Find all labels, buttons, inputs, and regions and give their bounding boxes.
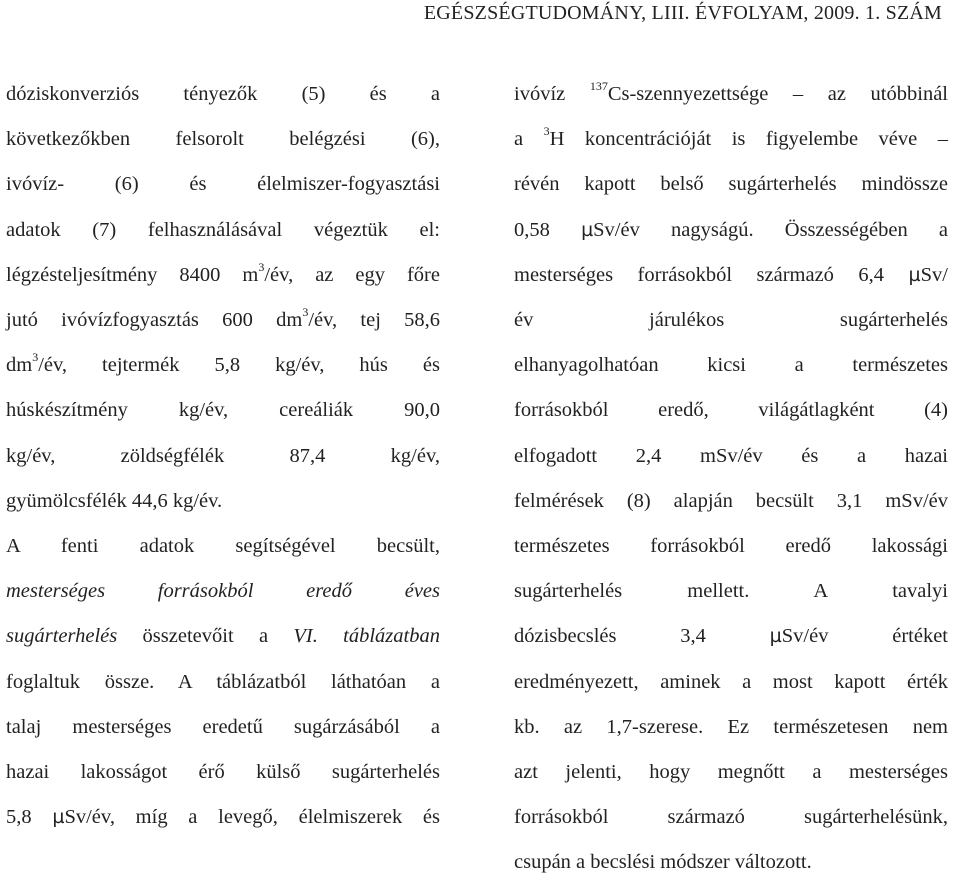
text-line: 5,8 µSv/év, míg a levegő, élelmiszerek és <box>6 806 441 829</box>
text-line: adatok (7) felhasználásával végeztük el: <box>6 218 440 241</box>
text-line: következőkben felsorolt belégzési (6), <box>6 128 440 151</box>
text-line: ivóvíz- (6) és élelmiszer-fogyasztási <box>6 173 440 196</box>
left-column <box>6 72 440 840</box>
text-line: forrásokból származó sugárterhelésünk, <box>514 806 948 829</box>
text-line: természetes forrásokból eredő lakossági <box>514 535 948 558</box>
text-line: elfogadott 2,4 mSv/év és a hazai <box>514 444 948 467</box>
text-line: sugárterhelés összetevőit a VI. táblázatban <box>6 625 440 648</box>
text-line: eredményezett, aminek a most kapott érték <box>514 670 948 693</box>
text-line: foglaltuk össze. A táblázatból láthatóan a <box>6 670 440 693</box>
text-line: azt jelenti, hogy megnőtt a mesterséges <box>514 761 948 784</box>
text-line: év járulékos sugárterhelés <box>514 309 948 332</box>
text-line: kg/év, zöldségfélék 87,4 kg/év, <box>6 444 440 467</box>
text-line: dózisbecslés 3,4 µSv/év értéket <box>514 625 948 648</box>
text-line: légzésteljesítmény 8400 $m^3/év$, az egy főre <box>6 259 440 286</box>
text-line: forrásokból eredő, világátlagként (4) <box>514 399 948 422</box>
text-line: felmérések (8) alapján becsült 3,1 mSv/év <box>514 489 948 512</box>
text-line: csupán a becslési módszer változott. <box>514 851 812 874</box>
text-line: húskészítmény kg/év, cereáliák 90,0 <box>6 399 440 422</box>
text-line: talaj mesterséges eredetű sugárzásából a <box>6 715 440 738</box>
text-line: $dm^3/év$, tejtermék 5,8 kg/év, hús és <box>6 350 440 377</box>
text-line: elhanyagolhatóan kicsi a természetes <box>514 354 948 377</box>
text-line: dóziskonverziós tényezők (5) és a <box>6 83 440 105</box>
text-line: ivóvíz $^{137}$Cs-szennyezettsége – az utóbbinál <box>514 79 948 105</box>
text-line: A fenti adatok segítségével becsült, <box>6 535 440 558</box>
text-line: sugárterhelés mellett. A tavalyi <box>514 580 948 603</box>
text-line: gyümölcsfélék 44,6 kg/év. <box>6 489 223 512</box>
text-line: mesterséges forrásokból származó 6,4 µSv/ <box>514 263 948 286</box>
text-line: a $^3$H koncentrációját is figyelembe véve – <box>514 124 948 151</box>
text-line: mesterséges forrásokból eredő éves <box>6 580 440 603</box>
text-line: révén kapott belső sugárterhelés mindössze <box>514 173 948 196</box>
right-column <box>514 72 948 886</box>
running-header: EGÉSZSÉGTUDOMÁNY, LIII. ÉVFOLYAM, 2009. 1. SZÁM <box>423 2 942 24</box>
text-line: jutó ivóvízfogyasztás 600 $dm^3/év$, tej 58,6 <box>6 305 441 332</box>
text-line: kb. az 1,7-szerese. Ez természetesen nem <box>514 715 948 738</box>
text-line: 0,58 µSv/év nagyságú. Összességében a <box>514 218 949 241</box>
text-line: hazai lakosságot érő külső sugárterhelés <box>6 761 440 784</box>
